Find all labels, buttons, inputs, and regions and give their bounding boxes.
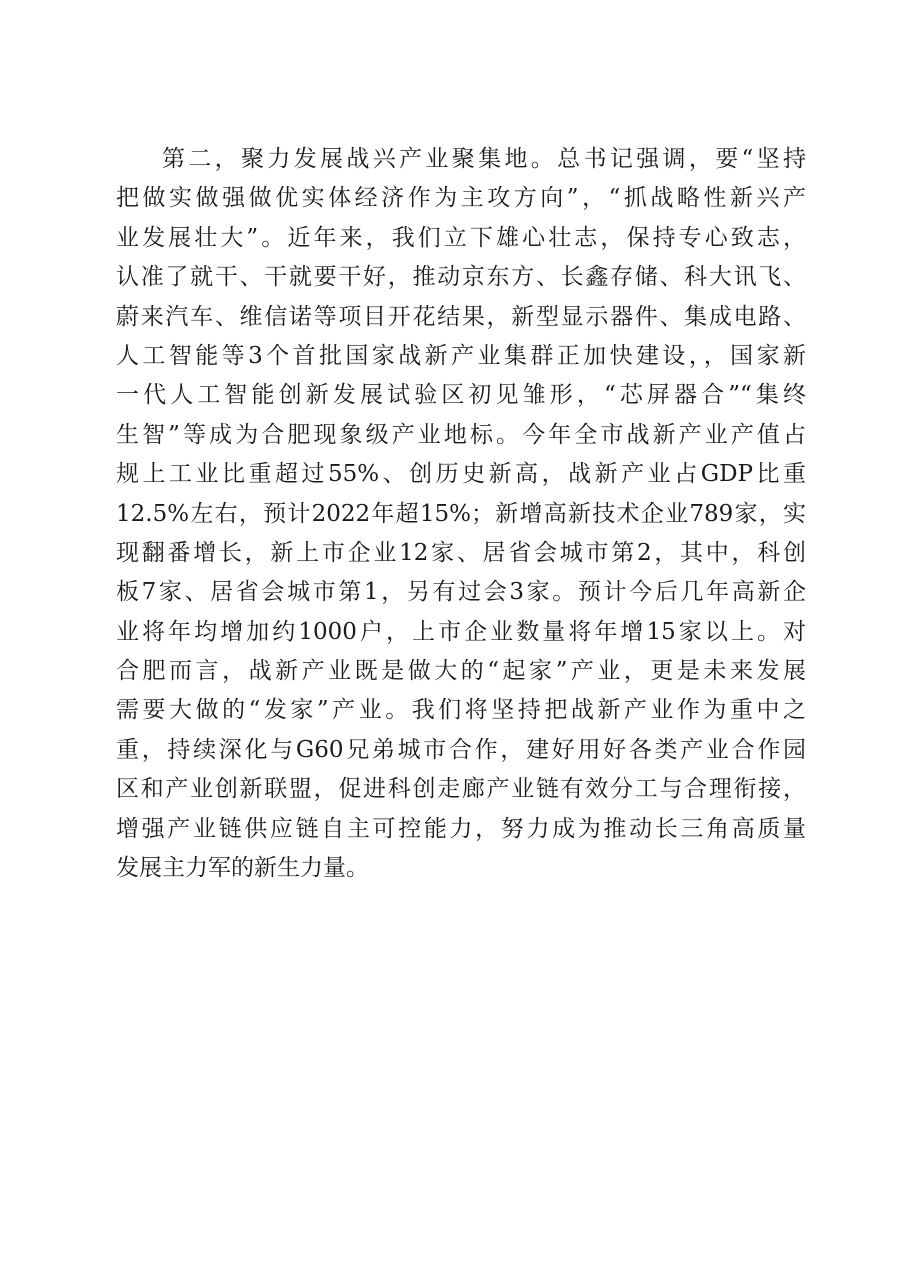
paragraph-line: 业将年均增加约1000户，上市企业数量将年增15家以上。对	[116, 618, 806, 645]
paragraph-line: 蔚来汽车、维信诺等项目开花结果，新型显示器件、集成电路、	[116, 303, 806, 330]
paragraph-line: 板7家、居省会城市第1，另有过会3家。预计今后几年高新企	[116, 579, 806, 606]
paragraph-line: 12.5%左右，预计2022年超15%；新增高新技术企业789家，实	[116, 500, 806, 527]
paragraph-line: 合肥而言，战新产业既是做大的“起家”产业，更是未来发展	[116, 658, 806, 685]
paragraph-line: 业发展壮大”。近年来，我们立下雄心壮志，保持专心致志，	[116, 224, 806, 251]
paragraph-line: 需要大做的“发家”产业。我们将坚持把战新产业作为重中之	[116, 697, 806, 724]
paragraph-line: 第二，聚力发展战兴产业聚集地。总书记强调，要“坚持	[162, 146, 806, 172]
paragraph-line: 重，持续深化与G60兄弟城市合作，建好用好各类产业合作园	[116, 736, 806, 763]
paragraph-line: 人工智能等3个首批国家战新产业集群正加快建设，，国家新	[116, 342, 806, 369]
paragraph-line: 规上工业比重超过55%、创历史新高，战新产业占GDP比重	[116, 461, 806, 488]
paragraph-line: 现翻番增长，新上市企业12家、居省会城市第2，其中，科创	[116, 539, 806, 566]
body-paragraph	[116, 140, 806, 888]
paragraph-line: 一代人工智能创新发展试验区初见雏形，“芯屏器合”“集终	[116, 382, 806, 409]
paragraph-line: 增强产业链供应链自主可控能力，努力成为推动长三角高质量	[116, 815, 806, 842]
paragraph-line: 认准了就干、干就要干好，推动京东方、长鑫存储、科大讯飞、	[116, 264, 806, 291]
paragraph-line: 发展主力军的新生力量。	[116, 855, 369, 882]
paragraph-line: 生智”等成为合肥现象级产业地标。今年全市战新产业产值占	[116, 421, 806, 448]
paragraph-line: 区和产业创新联盟，促进科创走廊产业链有效分工与合理衔接，	[116, 776, 806, 803]
paragraph-line: 把做实做强做优实体经济作为主攻方向”，“抓战略性新兴产	[116, 185, 806, 212]
